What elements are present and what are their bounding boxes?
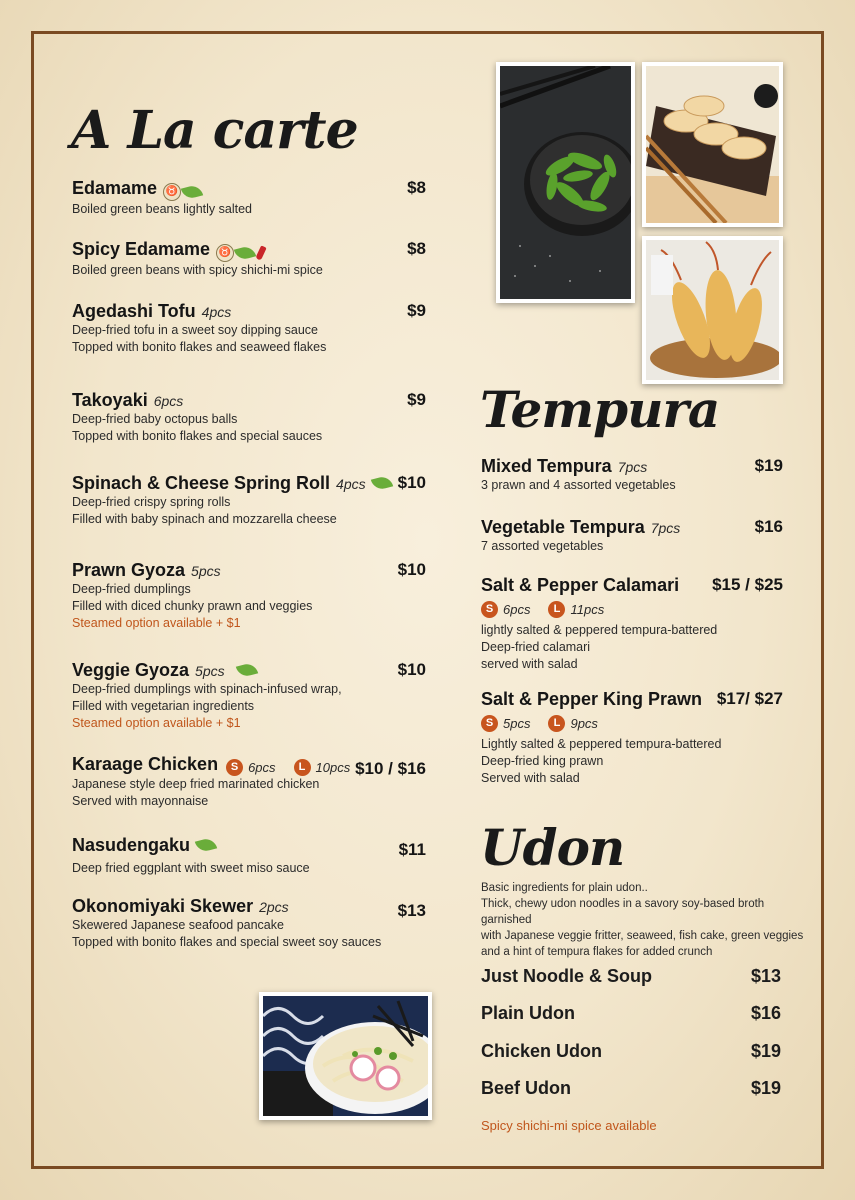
menu-item-salt-pepper-calamari	[481, 575, 783, 673]
edamame-photo	[496, 62, 635, 303]
item-desc: Lightly salted & peppered tempura-battered	[481, 737, 722, 751]
item-price: $17/ $27	[716, 689, 783, 708]
menu-item-takoyaki	[72, 390, 426, 445]
gyoza-photo	[642, 62, 783, 227]
item-pcs: 5pcs	[191, 563, 221, 579]
item-desc: Topped with bonito flakes and special sauces	[72, 429, 323, 443]
size-small-icon: S	[481, 715, 498, 732]
item-name: Vegetable Tempura	[481, 517, 645, 537]
item-price: $19	[754, 456, 783, 475]
udon-item-name: Beef Udon	[481, 1078, 571, 1098]
udon-intro-line: Basic ingredients for plain udon..	[481, 882, 648, 894]
udon-intro-line: Thick, chewy udon noodles in a savory soy-based broth garnished	[481, 898, 765, 926]
size-large-pcs: 9pcs	[570, 716, 598, 731]
udon-item-price: $13	[750, 966, 781, 986]
item-desc: Boiled green beans with spicy shichi-mi spice	[72, 263, 323, 277]
item-desc: Deep fried eggplant with sweet miso sauce	[72, 861, 310, 875]
item-pcs: 7pcs	[617, 459, 648, 475]
leaf-icon	[234, 245, 256, 262]
menu-item-okonomiyaki-skewer	[72, 896, 426, 951]
chili-icon	[255, 245, 266, 260]
section-title-udon: Udon	[480, 818, 625, 877]
udon-item	[481, 1078, 781, 1099]
size-large-icon: L	[548, 601, 565, 618]
item-name: Karaage Chicken	[72, 754, 219, 774]
item-desc: lightly salted & peppered tempura-battered	[481, 623, 718, 637]
udon-item-price: $19	[750, 1078, 781, 1098]
item-pcs: 4pcs	[336, 476, 366, 492]
item-price: $11	[398, 840, 426, 859]
item-desc: Deep-fried king prawn	[481, 754, 604, 768]
item-price: $10	[397, 473, 426, 492]
item-desc: Filled with baby spinach and mozzarella cheese	[72, 512, 337, 526]
menu-item-edamame	[72, 178, 426, 218]
item-desc: Served with mayonnaise	[72, 794, 209, 808]
item-note: Steamed option available + $1	[72, 616, 241, 630]
vegan-icon: ♉	[163, 183, 181, 201]
item-price: $10	[397, 560, 426, 579]
item-desc: Served with salad	[481, 771, 580, 785]
tempura-photo	[642, 236, 783, 384]
item-desc: Filled with diced chunky prawn and veggies	[72, 599, 313, 613]
item-price: $15 / $25	[712, 575, 783, 594]
item-desc: Filled with vegetarian ingredients	[72, 699, 255, 713]
size-large-icon: L	[548, 715, 565, 732]
item-desc: Deep-fried dumplings with spinach-infused wrap,	[72, 682, 342, 696]
menu-item-vegetable-tempura	[481, 517, 783, 555]
udon-intro	[481, 880, 811, 960]
item-desc: Topped with bonito flakes and special sweet soy sauces	[72, 935, 382, 949]
size-small-pcs: 6pcs	[503, 602, 531, 617]
item-name: Nasudengaku	[72, 835, 191, 855]
menu-item-nasudengaku	[72, 835, 426, 877]
udon-item-name: Chicken Udon	[481, 1041, 603, 1061]
menu-item-agedashi-tofu	[72, 301, 426, 356]
item-desc: Japanese style deep fried marinated chicken	[72, 777, 320, 791]
item-name: Veggie Gyoza	[72, 660, 190, 680]
section-title-alacarte: A La carte	[71, 100, 358, 161]
size-large-pcs: 11pcs	[570, 602, 605, 617]
udon-intro-line: and a hint of tempura flakes for added crunch	[481, 946, 713, 958]
item-desc: Deep-fried baby octopus balls	[72, 412, 238, 426]
size-small-icon: S	[481, 601, 498, 618]
udon-item-price: $19	[750, 1041, 781, 1061]
item-pcs: 6pcs	[153, 393, 184, 409]
item-desc: Boiled green beans lightly salted	[72, 202, 252, 216]
size-small-icon: S	[226, 759, 243, 776]
menu-item-spicy-edamame	[72, 239, 426, 279]
size-small-pcs: 6pcs	[248, 760, 276, 775]
item-name: Prawn Gyoza	[72, 560, 186, 580]
item-price: $8	[407, 239, 426, 258]
section-title-tempura: Tempura	[480, 380, 720, 439]
leaf-icon	[370, 475, 392, 492]
item-pcs: 4pcs	[201, 304, 232, 320]
item-name: Mixed Tempura	[481, 456, 612, 476]
leaf-icon	[195, 837, 217, 854]
item-name: Agedashi Tofu	[72, 301, 196, 321]
size-large-icon: L	[294, 759, 311, 776]
item-pcs: 5pcs	[195, 663, 225, 679]
menu-item-prawn-gyoza	[72, 560, 426, 632]
item-name: Spinach & Cheese Spring Roll	[72, 473, 331, 493]
item-name: Salt & Pepper Calamari	[481, 575, 680, 595]
item-name: Salt & Pepper King Prawn	[481, 689, 703, 709]
item-name: Spicy Edamame	[72, 239, 211, 259]
item-desc: Deep-fried tofu in a sweet soy dipping sauce	[72, 323, 318, 337]
item-price: $10 / $16	[355, 759, 426, 778]
vegan-icon: ♉	[216, 244, 234, 262]
item-price: $8	[407, 178, 426, 197]
item-name: Takoyaki	[72, 390, 148, 410]
item-note: Steamed option available + $1	[72, 716, 241, 730]
menu-item-salt-pepper-king-prawn	[481, 689, 783, 787]
udon-item	[481, 966, 781, 987]
menu-item-veggie-gyoza	[72, 660, 426, 732]
menu-item-spring-roll	[72, 473, 426, 528]
size-small-pcs: 5pcs	[503, 716, 531, 731]
item-desc: 7 assorted vegetables	[481, 539, 604, 553]
item-price: $9	[407, 390, 426, 409]
menu-item-karaage-chicken	[72, 754, 426, 810]
item-desc: Deep-fried crispy spring rolls	[72, 495, 231, 509]
udon-item-name: Just Noodle & Soup	[481, 966, 652, 986]
size-large-pcs: 10pcs	[315, 760, 351, 775]
udon-spicy-note: Spicy shichi-mi spice available	[481, 1118, 657, 1133]
item-desc: 3 prawn and 4 assorted vegetables	[481, 478, 676, 492]
item-price: $16	[754, 517, 783, 536]
item-desc: Topped with bonito flakes and seaweed flakes	[72, 340, 327, 354]
leaf-icon	[181, 184, 203, 201]
udon-photo	[259, 992, 432, 1120]
item-pcs: 2pcs	[259, 899, 289, 915]
item-name: Edamame	[72, 178, 158, 198]
item-desc: Deep-fried dumplings	[72, 582, 191, 596]
item-price: $9	[407, 301, 426, 320]
udon-item-name: Plain Udon	[481, 1003, 575, 1023]
udon-item	[481, 1041, 781, 1062]
item-price: $10	[397, 660, 426, 679]
item-name: Okonomiyaki Skewer	[72, 896, 254, 916]
udon-intro-line: with Japanese veggie fritter, seaweed, fish cake, green veggies	[481, 930, 804, 942]
leaf-icon	[235, 662, 257, 679]
udon-item-price: $16	[750, 1003, 781, 1023]
item-pcs: 7pcs	[650, 520, 681, 536]
item-desc: Skewered Japanese seafood pancake	[72, 918, 284, 932]
item-desc: served with salad	[481, 657, 578, 671]
menu-item-mixed-tempura	[481, 456, 783, 494]
item-price: $13	[397, 901, 426, 920]
item-desc: Deep-fried calamari	[481, 640, 591, 654]
udon-item	[481, 1003, 781, 1024]
